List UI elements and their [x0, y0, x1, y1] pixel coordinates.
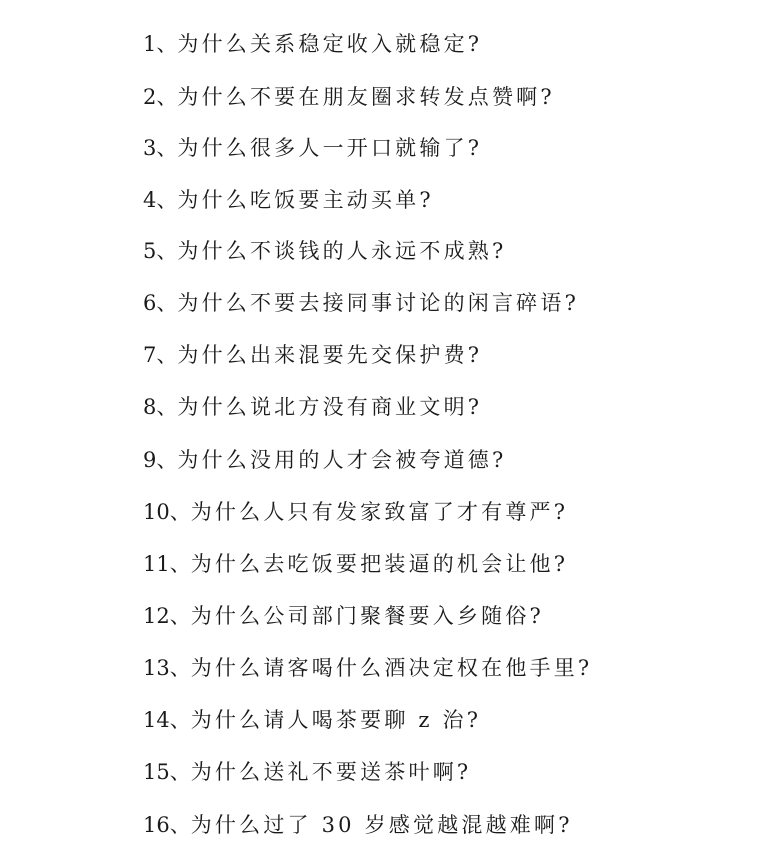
item-number: 7、	[143, 343, 178, 367]
item-text: 为什么不要去接同事讨论的闲言碎语?	[177, 291, 580, 315]
list-item	[143, 335, 482, 375]
item-number: 9、	[143, 448, 178, 472]
item-text: 为什么不谈钱的人永远不成熟?	[177, 239, 507, 263]
item-number: 8、	[143, 395, 178, 419]
item-text: 为什么请人喝茶要聊 z 治?	[190, 708, 482, 732]
list-item	[143, 752, 471, 792]
item-number: 13、	[143, 656, 191, 680]
item-number: 2、	[143, 85, 178, 109]
list-item	[143, 77, 555, 117]
list-item	[143, 180, 434, 220]
item-text: 为什么出来混要先交保护费?	[177, 343, 483, 367]
item-text: 为什么过了 30 岁感觉越混越难啊?	[190, 813, 573, 837]
item-text: 为什么公司部门聚餐要入乡随俗?	[190, 604, 544, 628]
list-item	[143, 231, 506, 271]
item-text: 为什么吃饭要主动买单?	[177, 188, 434, 212]
item-number: 12、	[143, 604, 191, 628]
item-text: 为什么不要在朋友圈求转发点赞啊?	[177, 85, 555, 109]
list-item	[143, 544, 568, 584]
item-text: 为什么去吃饭要把装逼的机会让他?	[190, 552, 569, 576]
item-number: 16、	[143, 813, 191, 837]
item-text: 为什么关系稳定收入就稳定?	[177, 32, 483, 56]
item-text: 为什么很多人一开口就输了?	[177, 136, 483, 160]
item-number: 6、	[143, 291, 178, 315]
list-item	[143, 492, 568, 532]
item-text: 为什么请客喝什么酒决定权在他手里?	[190, 656, 593, 680]
list-item	[143, 700, 481, 740]
item-number: 11、	[143, 552, 191, 576]
item-number: 14、	[143, 708, 191, 732]
list-item	[143, 387, 482, 427]
item-number: 1、	[143, 32, 178, 56]
item-number: 3、	[143, 136, 178, 160]
item-number: 10、	[143, 500, 191, 524]
item-number: 4、	[143, 188, 178, 212]
list-item	[143, 648, 592, 688]
item-text: 为什么没用的人才会被夸道德?	[177, 448, 507, 472]
list-item	[143, 440, 506, 480]
item-text: 为什么人只有发家致富了才有尊严?	[190, 500, 569, 524]
list-item	[143, 283, 579, 323]
item-text: 为什么送礼不要送茶叶啊?	[190, 760, 472, 784]
item-number: 15、	[143, 760, 191, 784]
list-item	[143, 596, 544, 636]
list-item	[143, 24, 482, 64]
list-item	[143, 128, 482, 168]
item-number: 5、	[143, 239, 178, 263]
list-item	[143, 805, 573, 845]
item-text: 为什么说北方没有商业文明?	[177, 395, 483, 419]
